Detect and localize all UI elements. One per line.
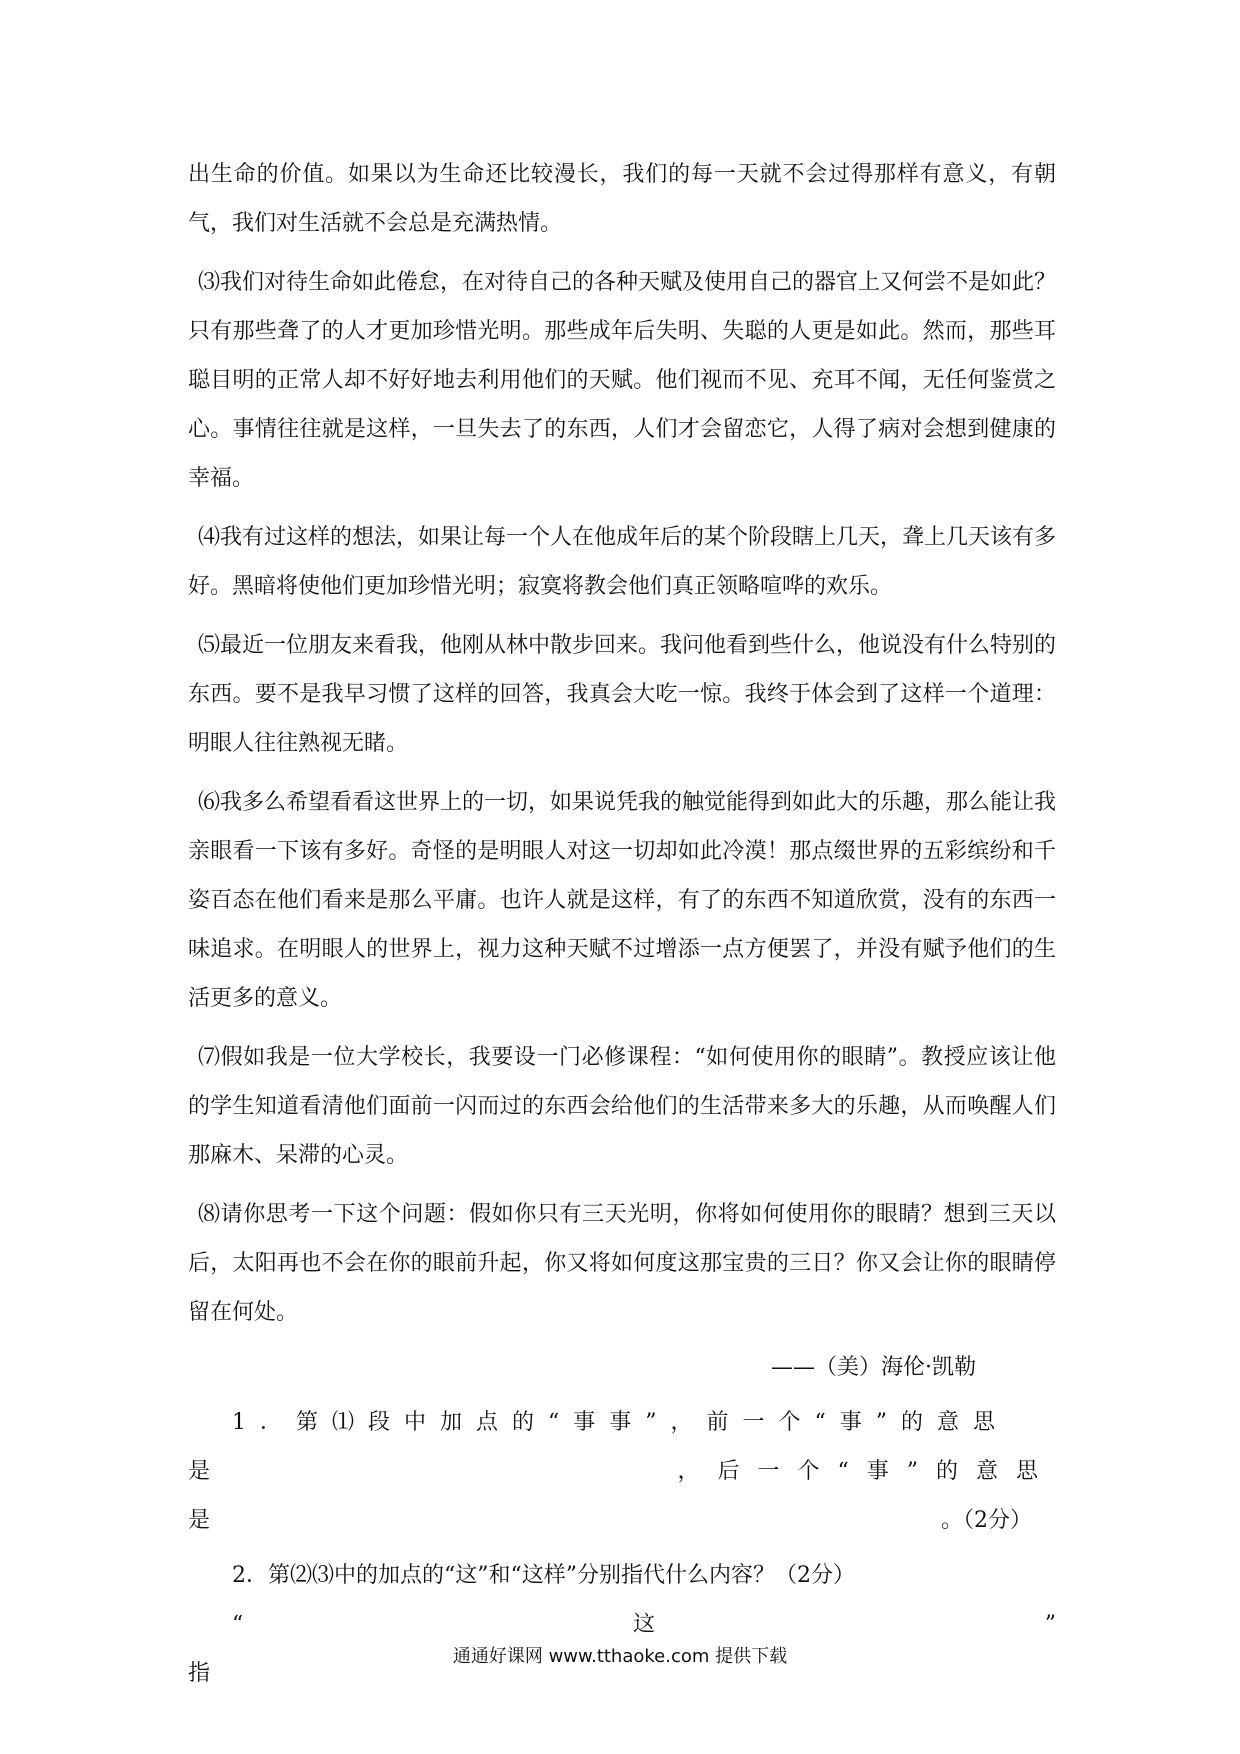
question-2-next-label: 指 <box>188 1661 211 1686</box>
paragraph-6: ⑹我多么希望看看这世界上的一切，如果说凭我的触觉能得到如此大的乐趣，那么能让我亲眼看一下该有多好。奇怪的是明眼人对这一切却如此冷漠！那点缀世界的五彩缤纷和千姿百态在他们看来是那么平庸。也许人就是这样，有了的东西不知道欣赏，没有的东西一味追求。在明眼人的世界上，视力这种天赋不过增添一点方便罢了，并没有赋予他们的生活更多的意义。 <box>188 790 1057 1011</box>
question-2-word: 这 <box>632 1612 655 1637</box>
paragraph-8: ⑻请你思考一下这个问题：假如你只有三天光明，你将如何使用你的眼睛？想到三天以后，太阳再也不会在你的眼前升起，你又将如何度这那宝贵的三日？你又会让你的眼睛停留在何处。 <box>188 1202 1056 1325</box>
question-2-prompt: 2．第⑵⑶中的加点的“这”和“这样”分别指代什么内容？（2分） <box>232 1563 855 1588</box>
question-1-prompt-2: ，后一个“事”的意思 <box>677 1459 1056 1484</box>
document-content <box>188 150 1056 1698</box>
question-1-answer-label-1: 是 <box>188 1459 211 1484</box>
question-1-score: 。（2分） <box>941 1508 1032 1533</box>
footer-credit: 通通好课网 www.tthaoke.com 提供下载 <box>452 1646 788 1667</box>
question-1-prompt: 1．第⑴段中加点的“事事”，前一个“事”的意思 <box>232 1410 1009 1435</box>
paragraph-continued: 出生命的价值。如果以为生命还比较漫长，我们的每一天就不会过得那样有意义，有朝气，我们对生活就不会总是充满热情。 <box>188 162 1056 236</box>
question-2-open-quote: “ <box>232 1612 244 1637</box>
author-attribution: ——（美）海伦·凯勒 <box>771 1355 976 1380</box>
question-1-line-2 <box>188 1447 1056 1496</box>
question-1 <box>188 1398 1056 1545</box>
question-1-line-1 <box>188 1398 1056 1447</box>
question-2 <box>188 1551 1056 1698</box>
question-1-line-3 <box>188 1496 1056 1545</box>
paragraph-4: ⑷我有过这样的想法，如果让每一个人在他成年后的某个阶段瞎上几天，聋上几天该有多好。黑暗将使他们更加珍惜光明；寂寞将教会他们真正领略喧哗的欢乐。 <box>188 525 1057 599</box>
paragraph-5: ⑸最近一位朋友来看我，他刚从林中散步回来。我问他看到些什么，他说没有什么特别的东西。要不是我早习惯了这样的回答，我真会大吃一惊。我终于体会到了这样一个道理：明眼人往往熟视无睹。 <box>188 633 1057 756</box>
paragraph-7: ⑺假如我是一位大学校长，我要设一门必修课程：“如何使用你的眼睛”。教授应该让他的学生知道看清他们面前一闪而过的东西会给他们的生活带来多大的乐趣，从而唤醒人们那麻木、呆滞的心灵。 <box>188 1045 1056 1168</box>
paragraph-3: ⑶我们对待生命如此倦怠，在对待自己的各种天赋及使用自己的器官上又何尝不是如此？只有那些聋了的人才更加珍惜光明。那些成年后失明、失聪的人更是如此。然而，那些耳聪目明的正常人却不好好地去利用他们的天赋。他们视而不见、充耳不闻，无任何鉴赏之心。事情往往就是这样，一旦失去了的东西，人们才会留恋它，人得了病对会想到健康的幸福。 <box>188 270 1057 491</box>
question-1-answer-label-2: 是 <box>188 1508 211 1533</box>
question-2-close-quote: ” <box>1044 1612 1056 1637</box>
